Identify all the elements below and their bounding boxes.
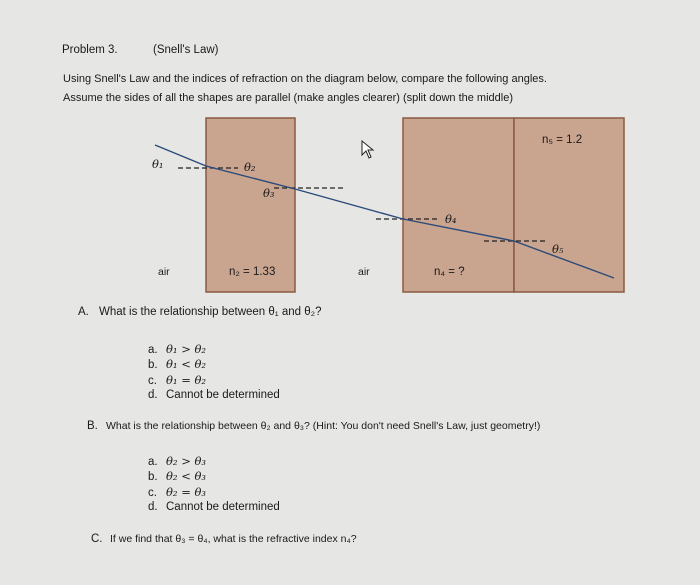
label-theta-4: θ₄: [445, 212, 457, 226]
label-n2: n₂ = 1.33: [229, 266, 276, 278]
question-a-label: A.: [78, 306, 89, 318]
label-n4: n₄ = ?: [434, 266, 465, 278]
question-c-text: If we find that θ₃ = θ₄, what is the refractive index n₄?: [110, 533, 357, 545]
question-c-label: C.: [91, 533, 103, 545]
question-a-text: What is the relationship between θ₁ and θ₂?: [99, 306, 322, 318]
label-air-left: air: [158, 266, 170, 278]
option-b-a: a. θ₂ > θ₃: [148, 454, 207, 468]
cursor-icon: [362, 141, 373, 158]
option-a-d: d. Cannot be determined: [148, 389, 280, 401]
option-a-b: b. θ₁ < θ₂: [148, 357, 207, 371]
intro-line-2: Assume the sides of all the shapes are parallel (make angles clearer) (split down the middle): [63, 92, 513, 104]
intro-line-1: Using Snell's Law and the indices of refraction on the diagram below, compare the following angles.: [63, 73, 547, 85]
problem-topic: (Snell's Law): [153, 44, 219, 56]
label-theta-5: θ₅: [552, 242, 564, 256]
label-theta-2: θ₂: [244, 160, 256, 174]
label-theta-3: θ₃: [263, 186, 275, 200]
question-b-label: B.: [87, 420, 98, 432]
label-air-right: air: [358, 266, 370, 278]
label-theta-1: θ₁: [152, 157, 164, 171]
option-b-b: b. θ₂ < θ₃: [148, 469, 207, 483]
option-b-c: c. θ₂ = θ₃: [148, 485, 207, 499]
option-b-d: d. Cannot be determined: [148, 501, 280, 513]
problem-number: Problem 3.: [62, 44, 118, 56]
option-a-a: a. θ₁ > θ₂: [148, 342, 207, 356]
question-b-text: What is the relationship between θ₂ and θ₃? (Hint: You don't need Snell's Law, just geometry!): [106, 420, 541, 432]
label-n5: n₅ = 1.2: [542, 134, 583, 146]
option-a-c: c. θ₁ = θ₂: [148, 373, 207, 387]
